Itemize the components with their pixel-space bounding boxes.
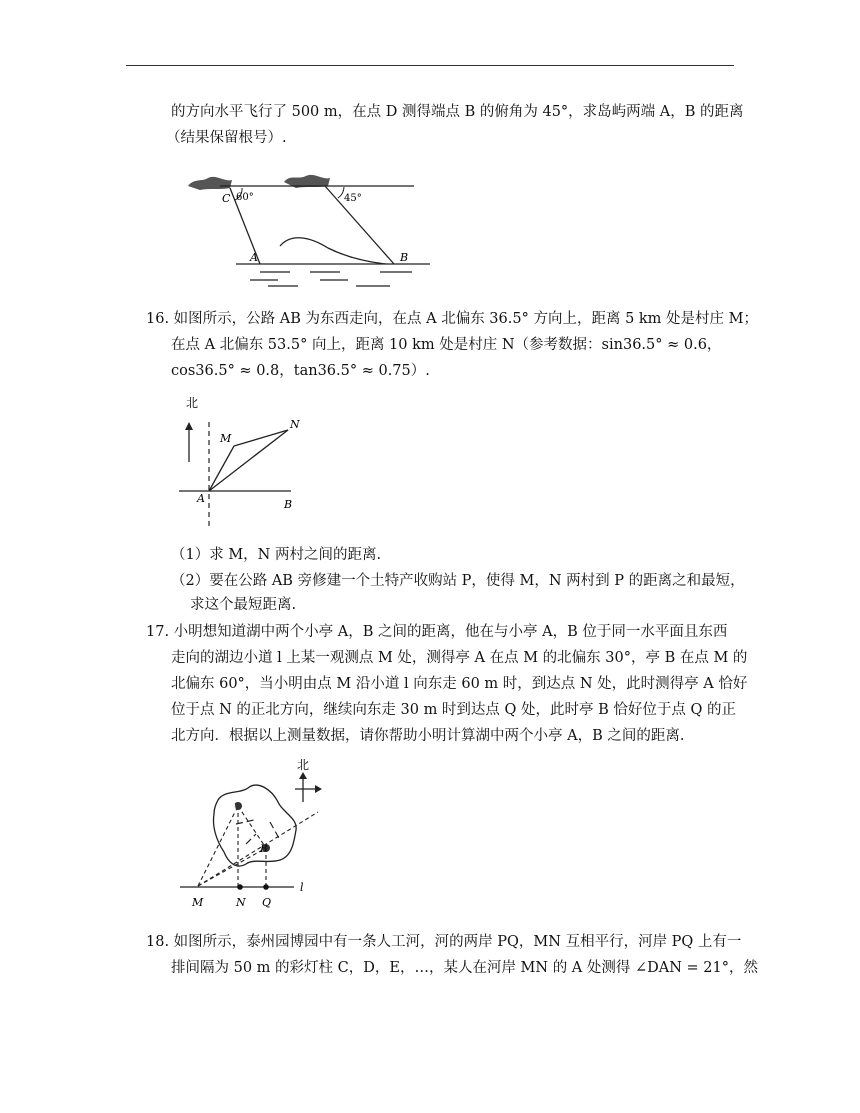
smoke-shape-1: [188, 177, 232, 190]
q15-figure: [180, 168, 440, 293]
q17-label-n: N: [236, 896, 246, 909]
q16-label-m: M: [220, 432, 232, 445]
north-label: 北: [186, 396, 199, 410]
q15-angle-45: 45°: [344, 193, 362, 204]
island-outline: [280, 238, 386, 264]
q15-angle-60: 60°: [236, 192, 254, 203]
q15-label-a: A: [250, 251, 258, 264]
q17-label-l: l: [300, 881, 304, 894]
north-label: 北: [297, 758, 310, 772]
q16-label-a: A: [197, 492, 205, 505]
q16-label-n: N: [290, 418, 300, 431]
q17-text-line-4: 位于点 N 的正北方向，继续向东走 30 m 时到达点 Q 处，此时亭 B 恰好位于点 Q 的正: [171, 702, 737, 718]
q15-label-b: B: [400, 251, 409, 264]
q15-text-line-1: 的方向水平飞行了 500 m，在点 D 测得端点 B 的俯角为 45°，求岛屿两端 A，B 的距离: [171, 104, 744, 120]
q15-text-line-2: （结果保留根号）.: [166, 130, 287, 146]
q17-text-line-3: 北偏东 60°，当小明由点 M 沿小道 l 向东走 60 m 时，到达点 N 处，此时测得亭 A 恰好: [171, 676, 748, 692]
q16-text-line-1: 16. 如图所示，公路 AB 为东西走向，在点 A 北偏东 36.5° 方向上，距离 5 km 处是村庄 M；: [146, 311, 758, 327]
header-rule: [126, 65, 734, 66]
q16-sub-question-2: （2）要在公路 AB 旁修建一个土特产收购站 P，使得 M，N 两村到 P 的距离之和最短，: [171, 573, 745, 589]
q17-text-line-2: 走向的湖边小道 l 上某一观测点 M 处，测得亭 A 在点 M 的北偏东 30°，亭 B 在点 M 的: [171, 650, 748, 666]
q16-text-line-2: 在点 A 北偏东 53.5° 向上，距离 10 km 处是村庄 N（参考数据：sin36.5° ≈ 0.6，: [171, 337, 722, 353]
q15-label-c: C: [222, 192, 231, 205]
q17-label-q: Q: [262, 896, 272, 909]
q17-label-a: A: [230, 803, 238, 814]
q16-text-line-3: cos36.5° ≈ 0.8，tan36.5° ≈ 0.75）.: [171, 363, 430, 379]
q16-figure: [176, 392, 316, 532]
q16-sub-question-2-cont: 求这个最短距离.: [190, 597, 297, 613]
q17-label-b: B: [260, 844, 268, 855]
q17-text-line-5: 北方向．根据以上测量数据，请你帮助小明计算湖中两个小亭 A，B 之间的距离.: [171, 728, 685, 744]
q16-sub-question-1: （1）求 M，N 两村之间的距离.: [171, 547, 382, 563]
q17-label-m: M: [192, 896, 204, 909]
q17-figure: [176, 754, 326, 909]
q18-text-line-2: 排间隔为 50 m 的彩灯柱 C，D，E，…，某人在河岸 MN 的 A 处测得 ∠DAN = 21°，然: [171, 960, 758, 976]
q18-text-line-1: 18. 如图所示，泰州园博园中有一条人工河，河的两岸 PQ，MN 互相平行，河岸 PQ 上有一: [146, 934, 742, 950]
q16-label-b: B: [284, 498, 293, 511]
q17-text-line-1: 17. 小明想知道湖中两个小亭 A，B 之间的距离，他在与小亭 A，B 位于同一水平面且东西: [146, 624, 728, 640]
